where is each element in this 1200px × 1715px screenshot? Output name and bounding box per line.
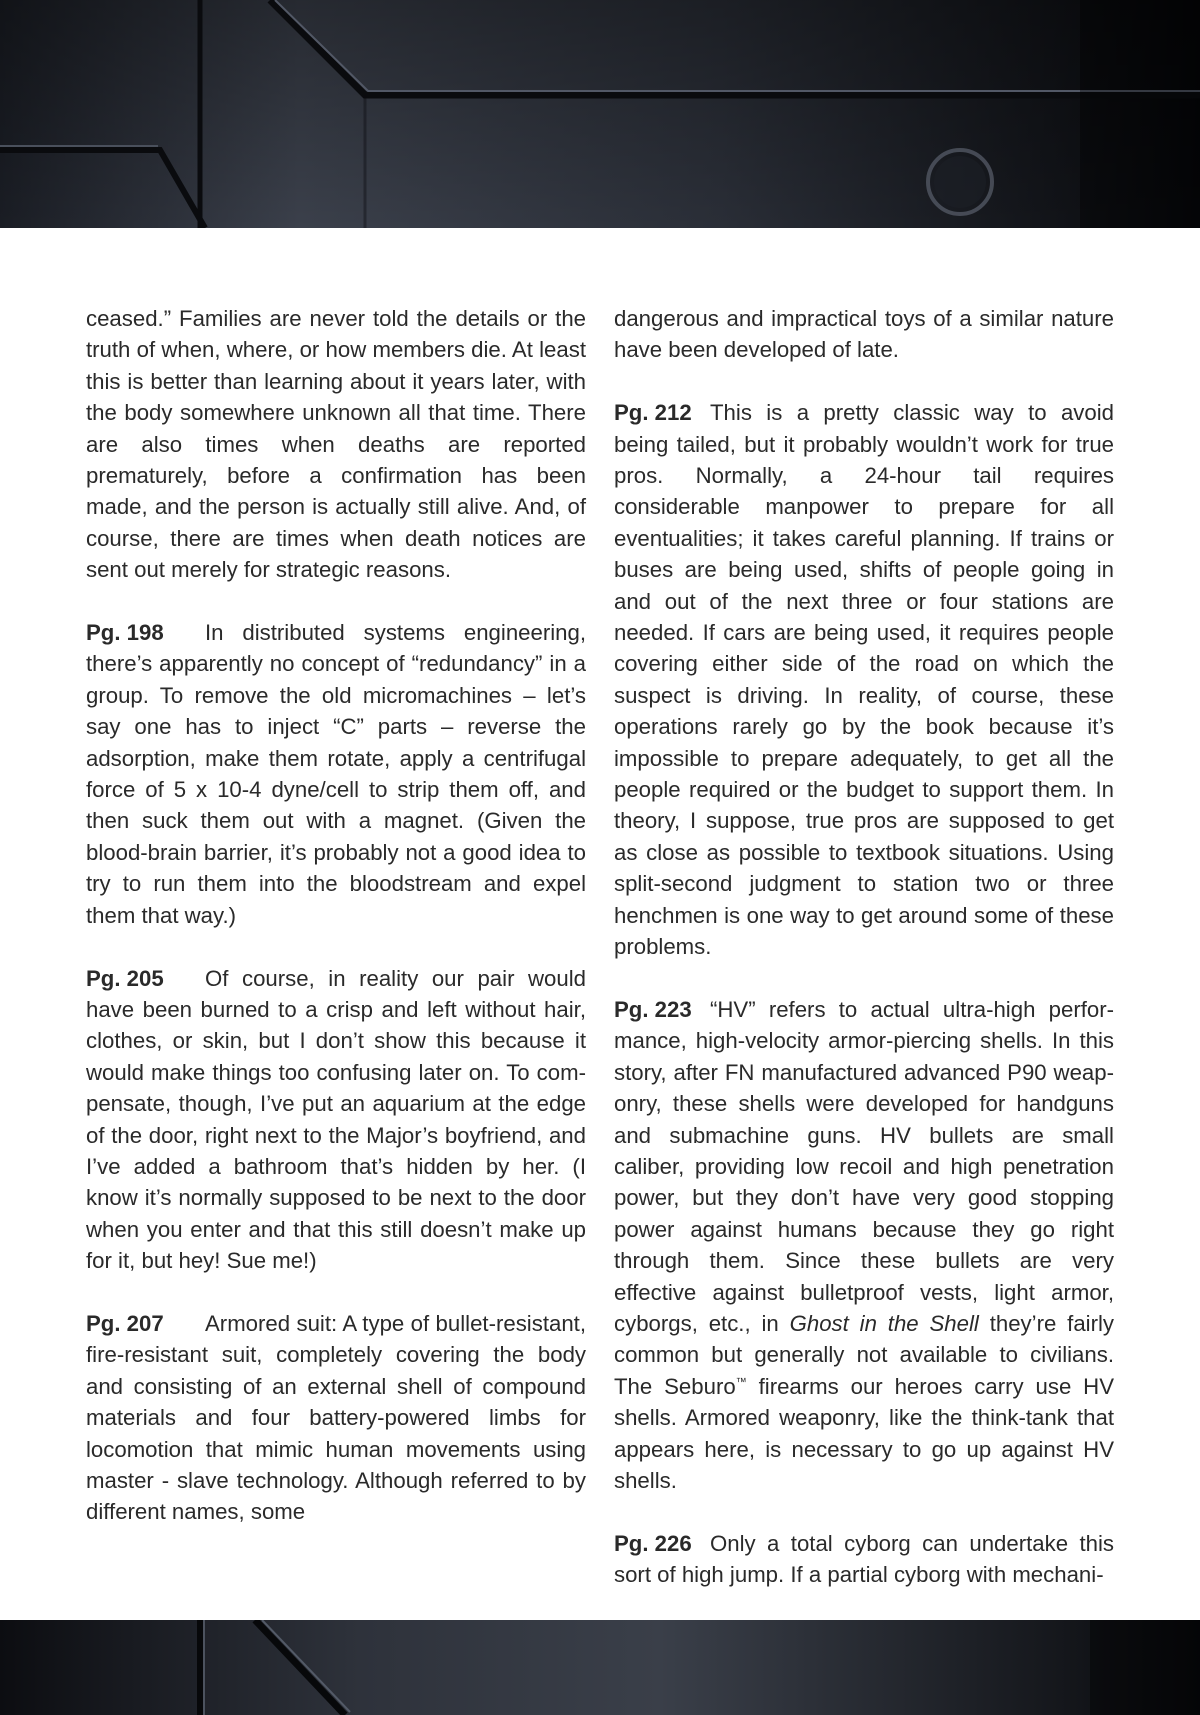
note-text: Of course, in reality our pair would have been burned to a crisp and left without hair, clothes, or skin, but I don’t show this because it would make things too confusing later on. To compensate, though, I’ve put an aquarium at the edge of the door, right next to the Major’s boyfriend, and I’ve added a bathroom that’s hidden by her. (I know it’s normally supposed to be next to the door when you enter and that this still doesn’t make up for it, but hey! Sue me!) bbox=[86, 965, 586, 1274]
paragraph-text: dangerous and impractical toys of a similar nature have been developed of late. bbox=[614, 306, 1114, 363]
paragraph-text: ceased.” Families are never told the details or the truth of when, where, or how members die. At least this is better than learning about it years later, with the body somewhere unknown all that time. There are also times when deaths are reported prematurely, before a confirmation has been made, and the person is actually still alive. And, of course, there are times when death notices are sent out merely for strategic reasons. bbox=[86, 306, 586, 583]
note-pg-212 bbox=[614, 397, 1114, 962]
page-reference: Pg. 226 bbox=[614, 1530, 692, 1556]
left-column bbox=[86, 303, 586, 1528]
note-pg-223 bbox=[614, 994, 1114, 1497]
page-reference: Pg. 205 bbox=[86, 965, 164, 991]
note-text: they’re fairly common but generally not available to civilians. The Seburo bbox=[614, 1310, 1114, 1399]
paragraph-continued bbox=[86, 303, 586, 586]
trademark-symbol: ™ bbox=[735, 1376, 747, 1389]
top-banner bbox=[0, 0, 1200, 228]
page-reference: Pg. 198 bbox=[86, 620, 164, 646]
page-reference: Pg. 212 bbox=[614, 400, 692, 426]
note-text: firearms our heroes carry use HV shells. Armored weaponry, like the think-tank that appears here, is necessary to go up against HV shells. bbox=[614, 1373, 1114, 1493]
note-text: In distributed systems engineering, there’s apparently no concept of “redundancy” in a group. To remove the old micromachines – let’s say one has to inject “C” parts – reverse the adsorption, make them rotate, apply a centrifugal force of 5 x 10-4 dyne/cell to strip them off, and then suck them out with a magnet. (Given the blood-brain barrier, it’s probably not a good idea to try to run them into the bloodstream and expel them that way.) bbox=[86, 620, 586, 928]
note-pg-205 bbox=[86, 963, 586, 1277]
top-banner-artwork bbox=[0, 0, 1200, 228]
note-text: “HV” refers to actual ultra-high performance, high-velocity armor-piercing shells. In this story, after FN manufactured advanced P90 weaponry, these shells were developed for handguns and submachine guns. HV bullets are small caliber, providing low recoil and high penetration power, but they don’t have very good stopping power against humans because they go right through them. Since these bullets are very effective against bulletproof vests, light armor, cyborgs, etc., in bbox=[614, 996, 1114, 1336]
note-text: Only a total cyborg can undertake this sort of high jump. If a partial cyborg with mechani- bbox=[614, 1530, 1114, 1588]
page-reference: Pg. 207 bbox=[86, 1310, 164, 1336]
title-italic: Ghost in the Shell bbox=[789, 1310, 979, 1336]
note-text: This is a pretty classic way to avoid being tailed, but it probably wouldn’t work for true pros. Normally, a 24-hour tail requires considerable manpower to prepare for all eventualities; it takes careful planning. If trains or buses are being used, shifts of people going in and out of the next three or four stations are needed. If cars are being used, it requires people covering either side of the road on which the suspect is driving. In reality, of course, these operations rarely go by the book because it’s impossible to prepare adequately, to get all the people required or the budget to support them. In theory, I suppose, true pros are supposed to get as close as possible to textbook situations. Using split-second judgment to station two or three henchmen is one way to get around some of these problems. bbox=[614, 400, 1114, 960]
note-pg-198 bbox=[86, 617, 586, 931]
note-text: Armored suit: A type of bullet-resistant, fire-resistant suit, completely covering the body and consisting of an external shell of compound materials and four battery-powered limbs for locomotion that mimic human movements using master - slave technology. Although referred to by different names, some bbox=[86, 1310, 586, 1525]
bottom-banner bbox=[0, 1620, 1200, 1715]
note-pg-226 bbox=[614, 1528, 1114, 1591]
bottom-banner-artwork bbox=[0, 1620, 1200, 1715]
note-pg-207 bbox=[86, 1308, 586, 1528]
right-column bbox=[614, 303, 1114, 1591]
page-reference: Pg. 223 bbox=[614, 996, 692, 1022]
paragraph-continued bbox=[614, 303, 1114, 366]
